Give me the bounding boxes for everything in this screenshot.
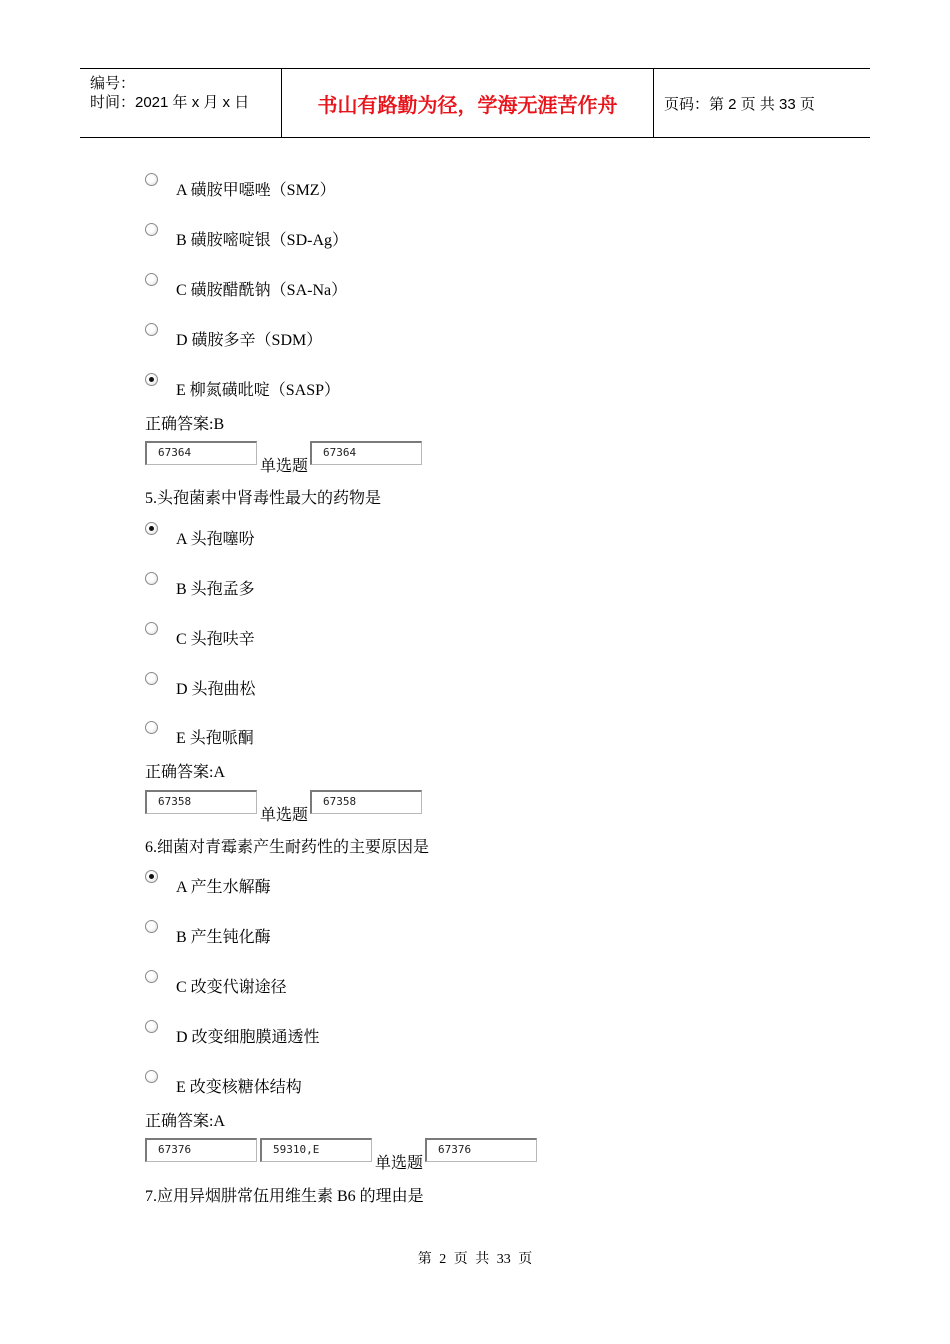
radio-selected-icon[interactable] [145, 373, 158, 386]
q5-type-label: 单选题 [260, 807, 309, 824]
q4-correct-answer: 正确答案:B [145, 416, 225, 433]
option-label: B 头孢孟多 [176, 581, 255, 598]
header-page-info: 页码：第 2 页 共 33 页 [664, 95, 815, 113]
q6-id-field[interactable]: 67376 [145, 1138, 257, 1162]
option-label: C 头孢呋辛 [176, 631, 255, 648]
q5-id-field[interactable]: 67358 [145, 790, 257, 814]
number-label: 编号： [90, 75, 136, 92]
radio-icon[interactable] [145, 970, 158, 983]
page-footer: 第 2 页 共 33 页 [417, 1252, 533, 1267]
option-label: E 头孢哌酮 [176, 730, 254, 747]
option-label: D 头孢曲松 [176, 681, 256, 698]
time-label: 时间：2021 年 x 月 x 日 [90, 94, 250, 111]
radio-icon[interactable] [145, 223, 158, 236]
q6-question: 6.细菌对青霉素产生耐药性的主要原因是 [145, 839, 430, 856]
q4-id-field-2[interactable]: 67364 [310, 441, 422, 465]
option-label: A 头孢噻吩 [176, 531, 255, 548]
radio-icon[interactable] [145, 273, 158, 286]
radio-icon[interactable] [145, 173, 158, 186]
q4-id-field[interactable]: 67364 [145, 441, 257, 465]
radio-icon[interactable] [145, 1020, 158, 1033]
q6-type-label: 单选题 [375, 1155, 424, 1172]
option-label: E 柳氮磺吡啶（SASP） [176, 382, 341, 399]
radio-icon[interactable] [145, 323, 158, 336]
radio-selected-icon[interactable] [145, 522, 158, 535]
option-label: D 磺胺多辛（SDM） [176, 332, 323, 349]
q4-type-label: 单选题 [260, 458, 309, 475]
q7-question: 7.应用异烟肼常伍用维生素 B6 的理由是 [145, 1188, 424, 1205]
option-label: A 产生水解酶 [176, 879, 271, 896]
option-label: C 磺胺醋酰钠（SA-Na） [176, 282, 348, 299]
radio-icon[interactable] [145, 672, 158, 685]
q6-answer-field[interactable]: 59310,E [260, 1138, 372, 1162]
radio-selected-icon[interactable] [145, 870, 158, 883]
option-label: A 磺胺甲噁唑（SMZ） [176, 182, 336, 199]
option-label: E 改变核糖体结构 [176, 1079, 302, 1096]
q5-id-field-2[interactable]: 67358 [310, 790, 422, 814]
option-label: B 磺胺嘧啶银（SD-Ag） [176, 232, 349, 249]
radio-icon[interactable] [145, 622, 158, 635]
option-label: D 改变细胞膜通透性 [176, 1029, 320, 1046]
radio-icon[interactable] [145, 920, 158, 933]
header-motto: 书山有路勤为径，学海无涯苦作舟 [282, 69, 654, 137]
option-label: B 产生钝化酶 [176, 929, 271, 946]
q6-correct-answer: 正确答案:A [145, 1113, 226, 1130]
radio-icon[interactable] [145, 721, 158, 734]
q6-id-field-2[interactable]: 67376 [425, 1138, 537, 1162]
radio-icon[interactable] [145, 572, 158, 585]
q5-correct-answer: 正确答案:A [145, 764, 226, 781]
q5-question: 5.头孢菌素中肾毒性最大的药物是 [145, 490, 382, 507]
radio-icon[interactable] [145, 1070, 158, 1083]
option-label: C 改变代谢途径 [176, 979, 287, 996]
